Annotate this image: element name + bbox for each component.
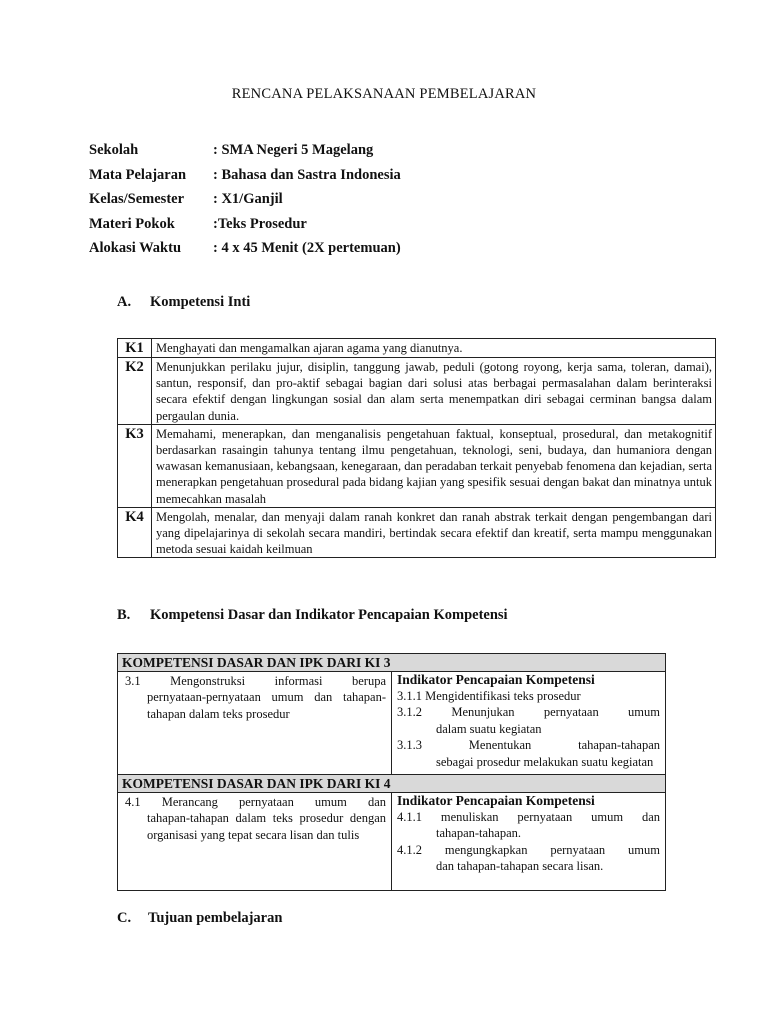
- table-row: [118, 672, 666, 775]
- info-label: Mata Pelajaran: [89, 166, 187, 183]
- section-letter: C.: [117, 910, 132, 926]
- info-label: Materi Pokok: [89, 215, 175, 232]
- ipk-header: Indikator Pencapaian Kompetensi: [397, 672, 595, 687]
- table-row: [118, 793, 666, 891]
- kd-text: tahapan-tahapan dalam teks prosedur dengan organisasi yang tepat secara lisan dan tulis: [147, 811, 386, 842]
- ipk-header: Indikator Pencapaian Kompetensi: [397, 793, 595, 809]
- info-value: : 4 x 45 Menit (2X pertemuan): [213, 240, 401, 256]
- indicator-text: 3.1.2 Menunjukan pernyataan umum: [397, 705, 660, 720]
- indicator-text: dalam suatu kegiatan: [436, 721, 542, 736]
- indicator-text: 4.1.1 menuliskan pernyataan umum dan: [397, 810, 660, 825]
- kompetensi-inti-table: [117, 338, 716, 558]
- ipk-cell: [392, 672, 666, 775]
- ki-description: Mengolah, menalar, dan menyaji dalam ranah konkret dan ranah abstrak terkait dengan pengembangan dari yang dipelajarinya di sekolah secara mandiri, bertindak secara efektif dan kreatif, serta mampu menggunakan metoda sesuai kaidah keilmuan: [152, 507, 716, 558]
- band-header-ki3: KOMPETENSI DASAR DAN IPK DARI KI 3: [118, 654, 666, 672]
- section-title: Tujuan pembelajaran: [148, 910, 283, 926]
- ki-description: Memahami, menerapkan, dan menganalisis pengetahuan faktual, konseptual, prosedural, dan metakognitif berdasarkan rasaingin tahunya tentang ilmu pengetahuan, teknologi, seni, budaya, dan humaniora dengan wawasan kemanusiaan, kebangsaan, kenegaraan, dan peradaban terkait penyebab fenomena dan kejadian, serta menerapkan pengetahuan prosedural pada bidang kajian yang spesifik sesuai dengan bakat dan minatnya untuk memecahkan masalah: [152, 424, 716, 507]
- indicator-text: dan tahapan-tahapan secara lisan.: [436, 859, 604, 874]
- section-a-heading: [117, 294, 250, 311]
- ki-description: Menghayati dan mengamalkan ajaran agama yang dianutnya.: [152, 339, 716, 358]
- info-row-materi-pokok: [89, 216, 401, 241]
- kd-text-first-line: 4.1 Merancang pernyataan umum dan: [125, 795, 386, 810]
- info-value: : SMA Negeri 5 Magelang: [213, 142, 374, 158]
- kd-text-first-line: 3.1 Mengonstruksi informasi berupa: [125, 674, 386, 688]
- info-label: Alokasi Waktu: [89, 240, 182, 256]
- indicator-item: [397, 704, 660, 737]
- indicator-text: 3.1.1 Mengidentifikasi teks prosedur: [397, 689, 581, 703]
- indicator-item: [397, 688, 660, 704]
- section-letter: B.: [117, 607, 131, 623]
- info-value: : X1/Ganjil: [213, 191, 283, 207]
- indicator-text: sebagai prosedur melakukan suatu kegiatan: [436, 754, 654, 769]
- ki-code: K1: [118, 339, 152, 358]
- info-row-alokasi-waktu: [89, 240, 401, 265]
- info-row-mata-pelajaran: [89, 167, 401, 192]
- indicator-text: 3.1.3 Menentukan tahapan-tahapan: [397, 738, 660, 753]
- kompetensi-dasar-table: [117, 653, 666, 891]
- table-row: [118, 339, 716, 358]
- kd-cell: [118, 793, 392, 891]
- info-value: :Teks Prosedur: [213, 215, 307, 232]
- page-title: RENCANA PELAKSANAAN PEMBELAJARAN: [231, 86, 537, 102]
- table-row: [118, 507, 716, 558]
- indicator-item: [397, 809, 660, 842]
- table-row: [118, 654, 666, 672]
- info-row-sekolah: [89, 142, 401, 167]
- table-row: [118, 358, 716, 425]
- info-label: Kelas/Semester: [89, 191, 185, 207]
- ki-code: K2: [118, 358, 152, 425]
- ki-code: K4: [118, 507, 152, 558]
- indicator-item: [397, 842, 660, 875]
- section-title: Kompetensi Dasar dan Indikator Pencapaian Kompetensi: [150, 607, 508, 623]
- info-row-kelas-semester: [89, 191, 401, 216]
- indicator-text: 4.1.2 mengungkapkan pernyataan umum: [397, 842, 660, 857]
- info-label: Sekolah: [89, 142, 139, 158]
- info-value: : Bahasa dan Sastra Indonesia: [213, 166, 401, 183]
- section-b-heading: [117, 607, 508, 624]
- indicator-text: tahapan-tahapan.: [436, 826, 522, 841]
- section-title: Kompetensi Inti: [150, 294, 251, 310]
- section-letter: A.: [117, 294, 132, 310]
- kd-cell: [118, 672, 392, 775]
- table-row: [118, 775, 666, 793]
- kd-text: pernyataan-pernyataan umum dan tahapan-tahapan dalam teks prosedur: [147, 690, 386, 721]
- section-c-heading: [117, 910, 282, 927]
- band-header-ki4: KOMPETENSI DASAR DAN IPK DARI KI 4: [118, 775, 666, 793]
- table-row: [118, 424, 716, 507]
- identity-block: [89, 142, 401, 265]
- ki-code: K3: [118, 424, 152, 507]
- indicator-item: [397, 737, 660, 770]
- ipk-cell: [392, 793, 666, 891]
- ki-description: Menunjukkan perilaku jujur, disiplin, tanggung jawab, peduli (gotong royong, kerja sama, toleran, damai), santun, responsif, dan pro-aktif sebagai bagian dari solusi atas berbagai permasalahan dalam berinteraksi secara efektif dengan lingkungan sosial dan alam serta menempatkan diri sebagai cerminan bangsa dalam pergaulan dunia.: [152, 358, 716, 425]
